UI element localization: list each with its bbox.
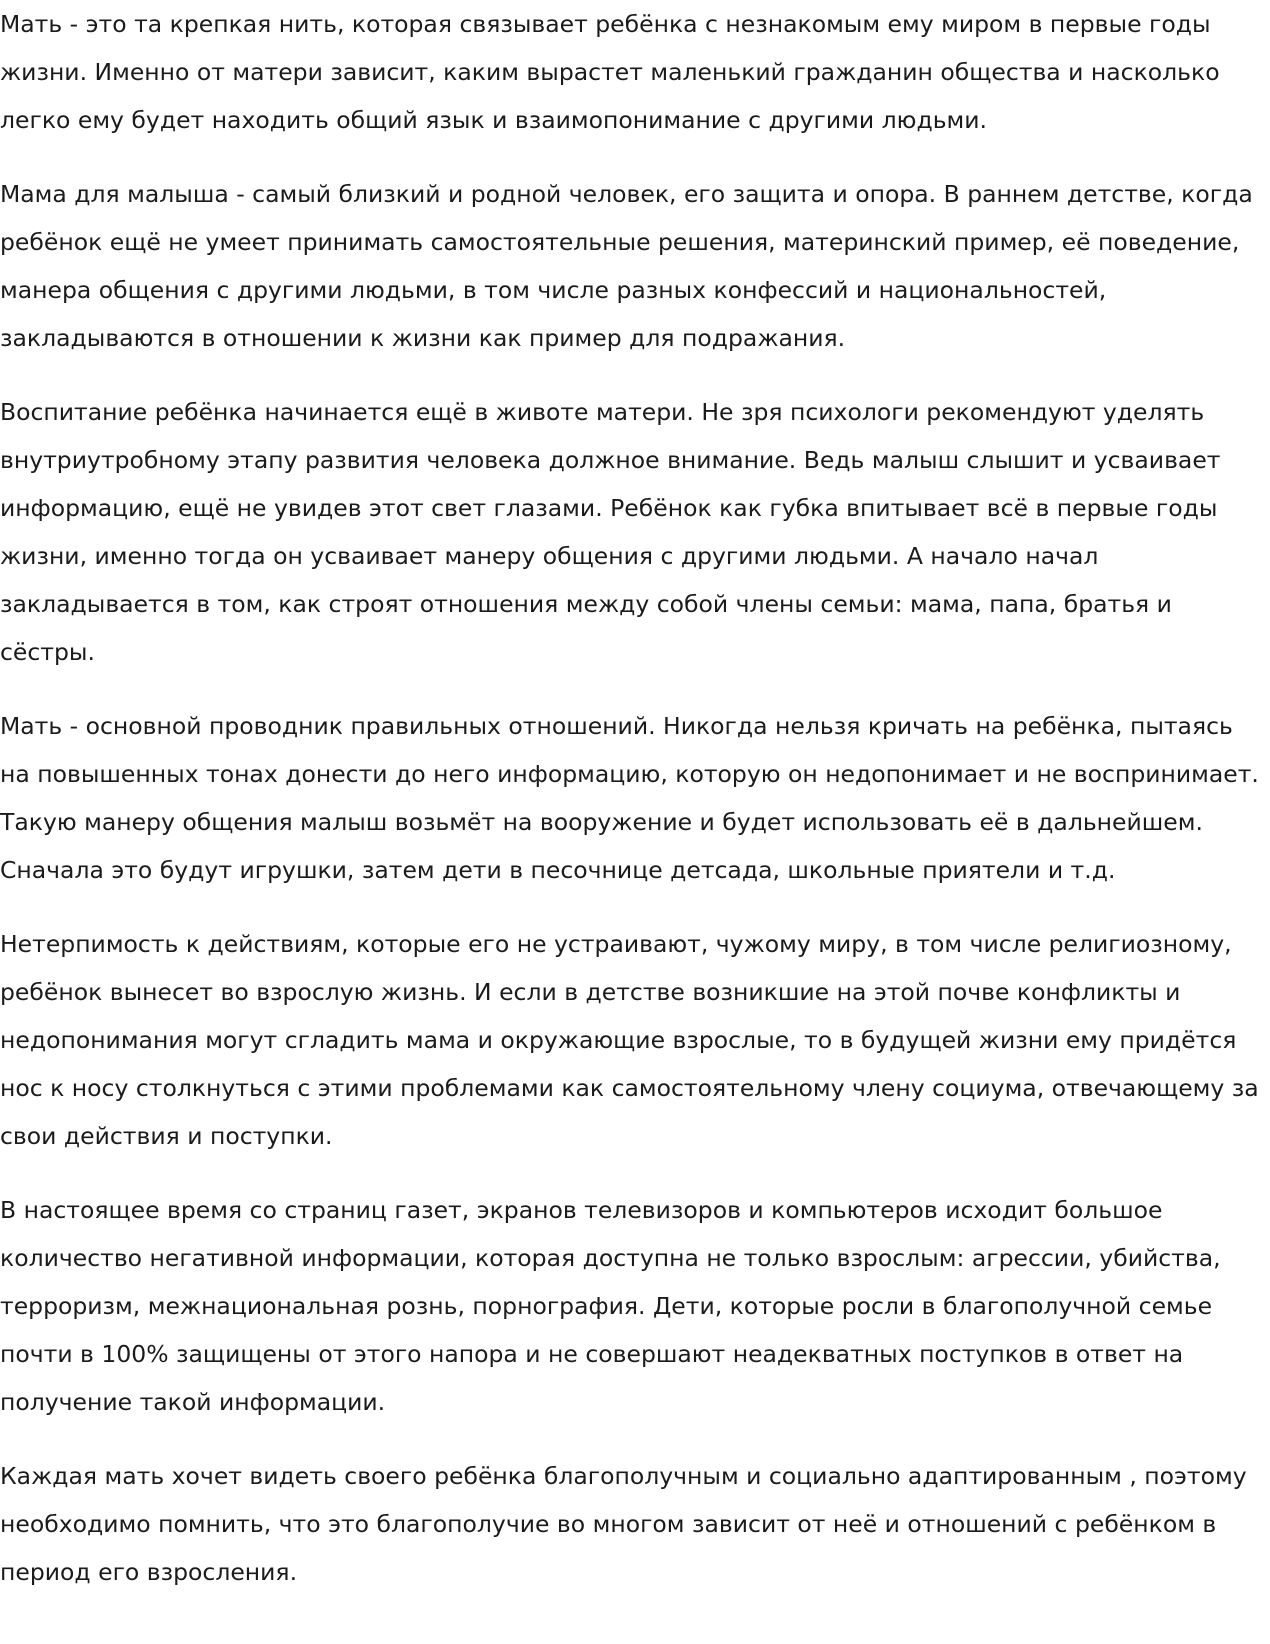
paragraph: Воспитание ребёнка начинается ещё в животе матери. Не зря психологи рекомендуют уделять внутриутробному этапу развития человека должное внимание. Ведь малыш слышит и усваивает информацию, ещё не увидев этот свет глазами. Ребёнок как губка впитывает всё в первые годы жизни, именно тогда он усваивает манеру общения с другими людьми. А начало начал закладывается в том, как строят отношения между собой члены семьи: мама, папа, братья и сёстры. (0, 398, 1221, 666)
paragraph: Мать - основной проводник правильных отношений. Никогда нельзя кричать на ребёнка, пытаясь на повышенных тонах донести до него информацию, которую он недопонимает и не воспринимает. Такую манеру общения малыш возьмёт на вооружение и будет использовать её в дальнейшем. Сначала это будут игрушки, затем дети в песочнице детсада, школьные приятели и т.д. (0, 712, 1259, 884)
paragraph: Каждая мать хочет видеть своего ребёнка благополучным и социально адаптированным , поэтому необходимо помнить, что это благополучие во многом зависит от неё и отношений с ребёнком в период его взросления. (0, 1462, 1247, 1586)
paragraph: Мама для малыша - самый близкий и родной человек, его защита и опора. В раннем детстве, когда ребёнок ещё не умеет принимать самостоятельные решения, материнский пример, её поведение, манера общения с другими людьми, в том числе разных конфессий и национальностей, закладываются в отношении к жизни как пример для подражания. (0, 180, 1253, 352)
paragraph: Нетерпимость к действиям, которые его не устраивают, чужому миру, в том числе религиозному, ребёнок вынесет во взрослую жизнь. И если в детстве возникшие на этой почве конфликты и недопонимания могут сгладить мама и окружающие взрослые, то в будущей жизни ему придётся нос к носу столкнуться с этими проблемами как самостоятельному члену социума, отвечающему за свои действия и поступки. (0, 930, 1259, 1150)
paragraph: В настоящее время со страниц газет, экранов телевизоров и компьютеров исходит большое количество негативной информации, которая доступна не только взрослым: агрессии, убийства, терроризм, межнациональная рознь, порнография. Дети, которые росли в благополучной семье почти в 100% защищены от этого напора и не совершают неадекватных поступков в ответ на получение такой информации. (0, 1196, 1221, 1416)
paragraph: Мать - это та крепкая нить, которая связывает ребёнка с незнакомым ему миром в первые годы жизни. Именно от матери зависит, каким вырастет маленький гражданин общества и насколько легко ему будет находить общий язык и взаимопонимание с другими людьми. (0, 10, 1220, 134)
